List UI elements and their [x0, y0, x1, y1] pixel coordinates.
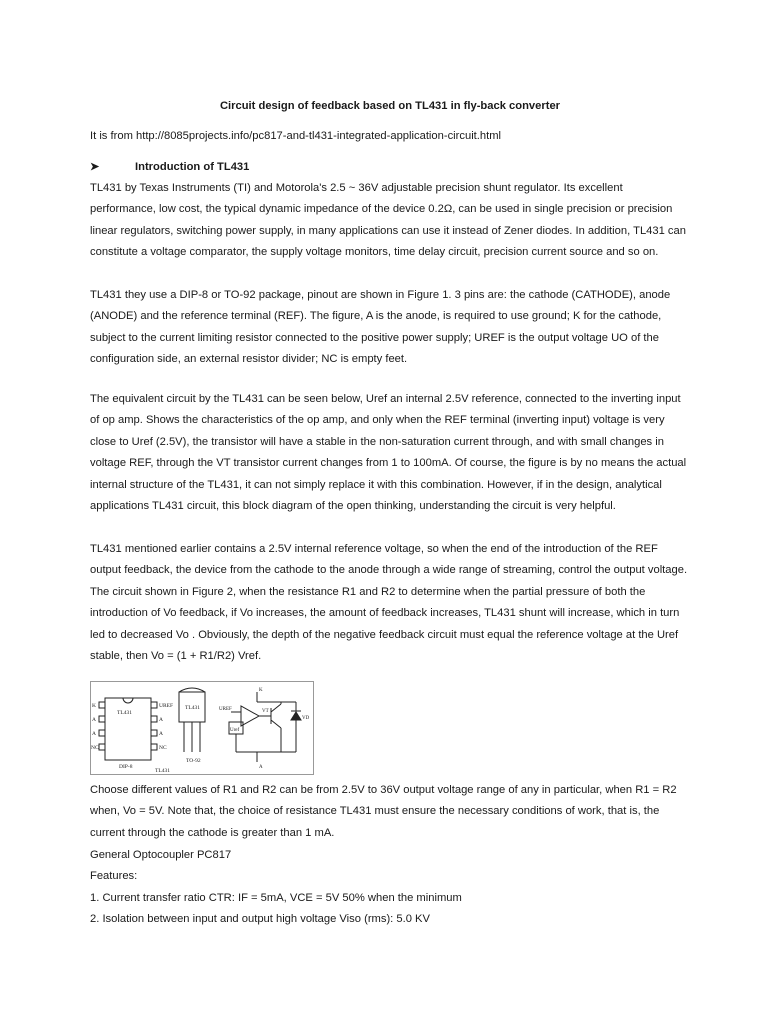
dip8-pin-nc2: NC: [159, 745, 167, 751]
dip8-pin-a2: A: [92, 731, 96, 737]
dip8-pin-a1: A: [92, 717, 96, 723]
paragraph-equivalent-circuit: The equivalent circuit by the TL431 can be seen below, Uref an internal 2.5V reference, connected to the inverting input of op amp. Shows the characteristics of the op amp, and only when the REF terminal (inverting input) voltage is very close to Uref (2.5V), the transistor will have a stable in the non-saturation current through, and with small changes in voltage REF, through the VT transistor current changes from 1 to 100mA. Of course, the figure is by no means the actual internal structure of the TL431, it can not simply replace it with this combination. However, if in the design, analytical applications TL431 circuit, this block diagram of the open thinking, understanding the circuit is very helpful.: [90, 393, 687, 513]
to92-package-label: TO-92: [186, 758, 201, 764]
equivalent-circuit: [229, 692, 301, 762]
eq-transistor-label: VT: [262, 709, 269, 714]
arrow-bullet-icon: ➤: [90, 161, 100, 173]
paragraph-pinout: TL431 they use a DIP-8 or TO-92 package, pinout are shown in Figure 1. 3 pins are: the cathode (CATHODE), anode (ANODE) and the reference terminal (REF). The figure, A is the anode, is required to use ground; K for the cathode, subject to the current limiting resistor connected to the positive power supply; UREF is the output voltage UO of the configuration side, an external resistor divider; NC is empty feet.: [90, 289, 671, 366]
paragraph-resistor-choice: Choose different values of R1 and R2 can be from 2.5V to 36V output voltage range of any in particular, when R1 = R2 when, Vo = 5V. Note that, the choice of resistance TL431 must ensure the necessary conditions of work, that is, the current through the cathode is greater than 1 mA.: [90, 784, 677, 839]
to92-leads: [184, 722, 200, 752]
paragraph-feedback: TL431 mentioned earlier contains a 2.5V internal reference voltage, so when the end of the introduction of the REF output feedback, the device from the cathode to the anode through a wide range of streaming, control the output voltage. The circuit shown in Figure 2, when the resistance R1 and R2 to determine when the partial pressure of both the introduction of Vo feedback, if Vo increases, the amount of feedback increases, TL431 shunt will increase, which in turn led to decreased Vo . Obviously, the depth of the negative feedback circuit must equal the reference voltage at the Uref stable, then Vo = (1 + R1/R2) Vref.: [90, 543, 688, 663]
list-item: Features:: [90, 870, 138, 883]
section-heading-text: Introduction of TL431: [135, 161, 250, 173]
feature-list: [90, 845, 462, 931]
to92-chip-label: TL431: [185, 705, 200, 711]
dip8-body: [105, 698, 151, 760]
tl431-diagram: [91, 682, 313, 774]
package-caption: TL431: [155, 768, 170, 774]
dip8-pin-a3: A: [159, 717, 163, 723]
eq-uref-pin-label: UREF: [219, 707, 232, 712]
dip8-pin-uref: UREF: [159, 703, 174, 709]
dip8-chip-label: TL431: [117, 710, 132, 716]
dip8-pin-nc1: NC: [91, 745, 99, 751]
dip8-pin-a4: A: [159, 731, 163, 737]
to92-dome: [179, 688, 205, 692]
dip8-notch: [123, 698, 133, 703]
document-title: Circuit design of feedback based on TL431 in fly-back converter: [219, 100, 561, 112]
tl431-figure: [90, 681, 314, 775]
eq-cathode-label: K: [259, 688, 263, 693]
dip8-pin-k: K: [92, 703, 96, 709]
eq-diode-label: VD: [302, 716, 310, 721]
eq-anode-label: A: [259, 765, 263, 770]
eq-reference-label: Uref: [230, 728, 240, 733]
paragraph-intro: TL431 by Texas Instruments (TI) and Motorola's 2.5 ~ 36V adjustable precision shunt regulator. Its excellent performance, low cost, the typical dynamic impedance of the device 0.2Ω, can be used in single precision or precision linear regulators, switching power supply, in many applications can use it instead of Zener diodes. In addition, TL431 can constitute a voltage comparator, the supply voltage monitors, time delay circuit, precision current source and so on.: [90, 182, 686, 259]
list-item: General Optocoupler PC817: [90, 849, 232, 861]
section-heading: [90, 157, 249, 178]
list-item: 2. Isolation between input and output high voltage Viso (rms): 5.0 KV: [90, 913, 430, 926]
dip8-package-label: DIP-8: [119, 764, 133, 770]
list-item: 1. Current transfer ratio CTR: IF = 5mA, VCE = 5V 50% when the minimum: [90, 891, 462, 904]
source-line: It is from http://8085projects.info/pc817-and-tl431-integrated-application-circuit.html: [90, 130, 502, 142]
